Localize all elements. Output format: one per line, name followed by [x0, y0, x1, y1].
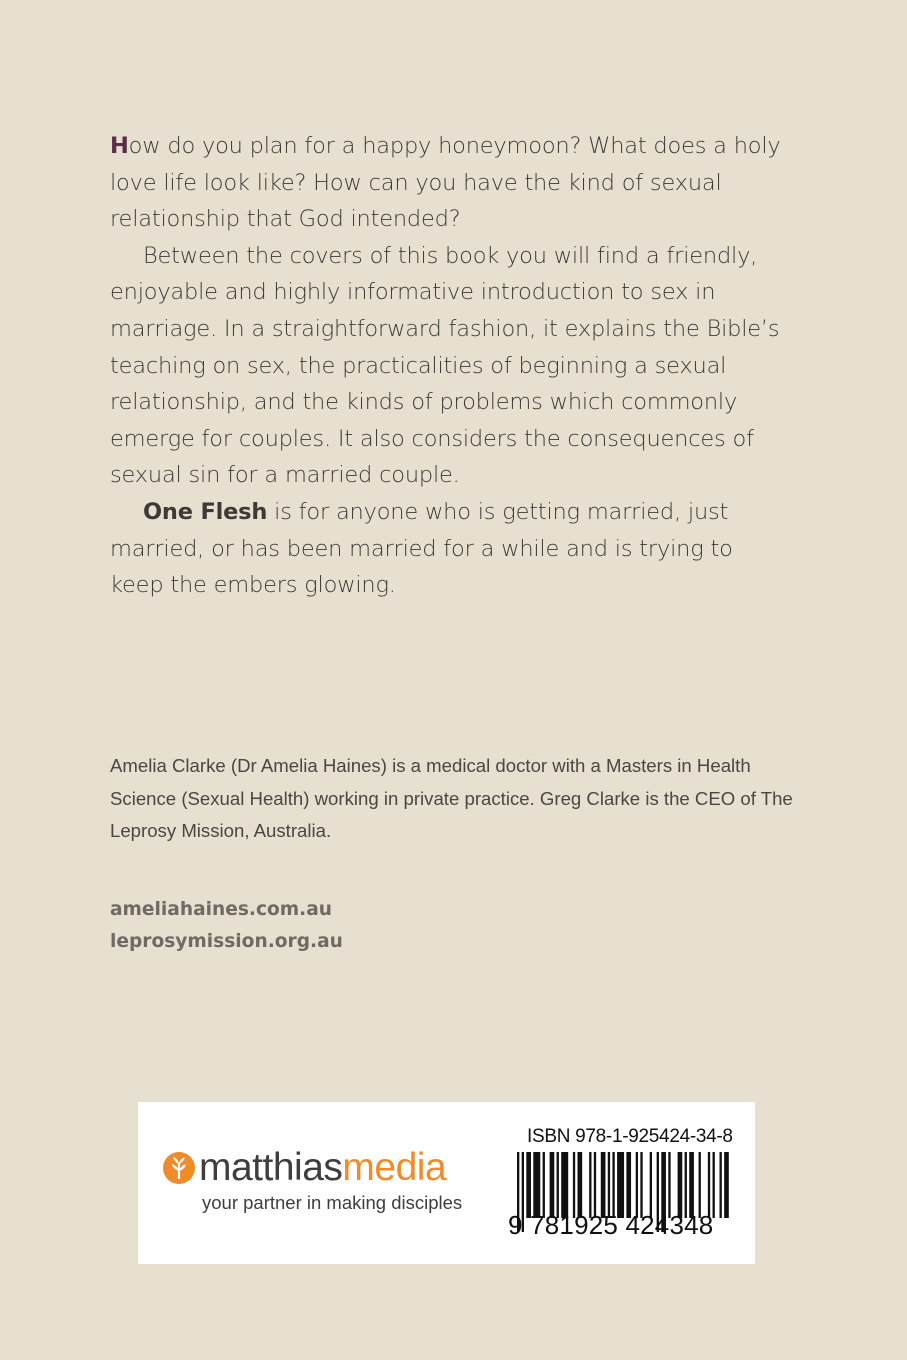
- barcode-bar: [650, 1152, 652, 1218]
- barcode-bar: [589, 1152, 591, 1218]
- barcode-bar: [668, 1152, 670, 1218]
- barcode-bar: [617, 1152, 624, 1218]
- publisher-name: matthiasmedia: [199, 1146, 447, 1189]
- barcode-bar: [626, 1152, 631, 1218]
- barcode-bar: [561, 1152, 568, 1218]
- barcode-bar: [543, 1152, 545, 1218]
- barcode-bar: [533, 1152, 540, 1218]
- barcode-bar: [526, 1152, 531, 1218]
- barcode-bar: [636, 1152, 638, 1218]
- barcode-bar: [578, 1152, 583, 1218]
- publisher-footer: [138, 1102, 755, 1264]
- website-links: [110, 894, 343, 957]
- barcode-bar: [678, 1152, 683, 1218]
- barcode-bar: [550, 1152, 555, 1218]
- back-cover-blurb: [110, 128, 790, 604]
- barcode-bar: [724, 1152, 729, 1218]
- barcode-bar: [557, 1152, 559, 1218]
- barcode-bar: [719, 1152, 721, 1218]
- blurb-paragraph-3-text: is for anyone who is getting married, just married, or has been married for a while and is trying to keep the embers glowing.: [110, 498, 733, 599]
- barcode-bar: [608, 1152, 610, 1218]
- barcode-bar: [573, 1152, 575, 1218]
- barcode-bar: [708, 1152, 710, 1218]
- barcode-bar: [640, 1152, 642, 1218]
- barcode-bar: [699, 1152, 701, 1218]
- publisher-tagline: your partner in making disciples: [202, 1192, 463, 1213]
- blurb-paragraph-1-text: ow do you plan for a happy honeymoon? What does a holy love life look like? How can you have the kind of sexual relationship that God intended?: [110, 133, 781, 233]
- barcode-bar: [612, 1152, 614, 1218]
- isbn-label: ISBN 978-1-925424-34-8: [527, 1126, 733, 1147]
- barcode-bar: [685, 1152, 687, 1218]
- author-bio: Amelia Clarke (Dr Amelia Haines) is a medical doctor with a Masters in Health Science (Sexual Health) working in private practice. Greg Clarke is the CEO of The Leprosy Mission, Australia.: [110, 755, 793, 841]
- barcode-bar: [601, 1152, 606, 1218]
- blurb-paragraph-1: [110, 128, 790, 238]
- barcode-bar: [713, 1152, 715, 1218]
- barcode-bar: [689, 1152, 694, 1218]
- blurb-paragraph-2: Between the covers of this book you will find a friendly, enjoyable and highly informative introduction to sex in marriage. In a straightforward fashion, it explains the Bible’s teaching on sex, the practicalities of beginning a sexual relationship, and the kinds of problems which commonly emerge for couples. It also considers the consequences of sexual sin for a married couple.: [110, 242, 780, 489]
- book-title: One Flesh: [143, 498, 268, 525]
- barcode-bar: [594, 1152, 596, 1218]
- drop-cap: H: [110, 133, 129, 159]
- barcode-digits: 9 781925 424348: [508, 1210, 714, 1240]
- website-link-ameliahaines[interactable]: ameliahaines.com.au: [110, 899, 332, 920]
- wheat-leaf-icon: [163, 1152, 195, 1184]
- website-link-leprosymission[interactable]: leprosymission.org.au: [110, 930, 343, 952]
- blurb-paragraph-3: [110, 494, 790, 604]
